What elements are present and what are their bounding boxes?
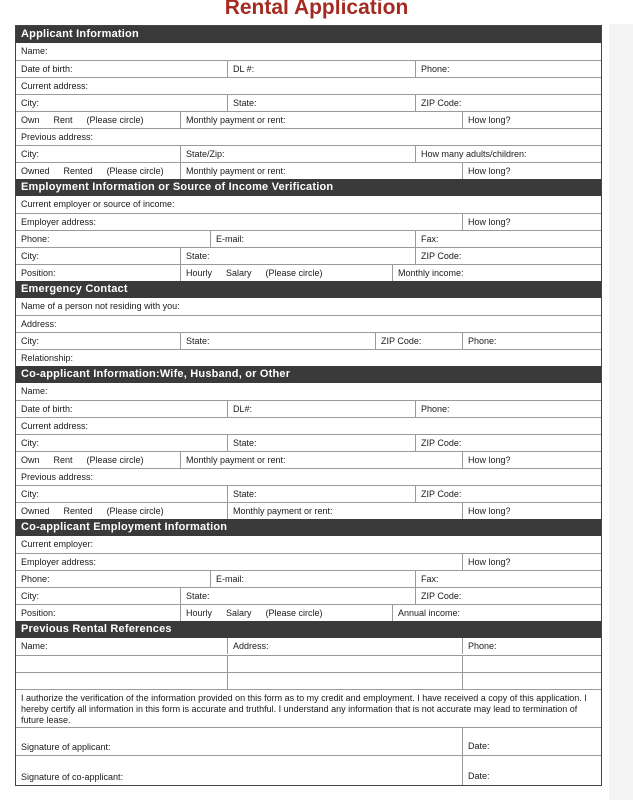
coapplicant-state-field[interactable]: State:: [227, 435, 415, 451]
salary-option[interactable]: Salary: [226, 608, 252, 618]
coapplicant-owned-rented-row: [16, 502, 601, 519]
applicant-dl-field[interactable]: DL #:: [227, 61, 415, 77]
own-option[interactable]: Own: [21, 115, 40, 125]
hourly-option[interactable]: Hourly: [186, 268, 213, 278]
emergency-zip-field[interactable]: ZIP Code:: [375, 333, 462, 349]
emergency-address-field[interactable]: [16, 315, 601, 332]
employer-state-field[interactable]: State:: [180, 248, 415, 264]
co-employer-annual-income-field[interactable]: Annual income:: [392, 605, 603, 621]
rented-option[interactable]: Rented: [63, 166, 93, 176]
emergency-phone-field[interactable]: Phone:: [462, 333, 603, 349]
reference-name-field[interactable]: Name:: [21, 641, 48, 651]
applicant-zip-field[interactable]: ZIP Code:: [415, 95, 603, 111]
co-employer-field[interactable]: [16, 536, 601, 553]
coapplicant-signature-date-field[interactable]: Date:: [462, 755, 603, 785]
page-edge: [609, 0, 633, 800]
applicant-prev-city-row: [16, 145, 601, 162]
employer-address-field[interactable]: Employer address:: [21, 217, 97, 227]
coapplicant-own-rent-choice[interactable]: [16, 452, 180, 468]
reference-row-blank: [16, 672, 601, 689]
applicant-own-rent-choice[interactable]: [16, 112, 180, 128]
section-header-coapplicant: Co-applicant Information:Wife, Husband, or Other: [16, 366, 601, 383]
coapplicant-name-field[interactable]: [16, 383, 601, 400]
employer-source-field[interactable]: [16, 196, 601, 213]
applicant-city-field[interactable]: City:: [21, 98, 39, 108]
emergency-relationship-field[interactable]: [16, 349, 601, 366]
applicant-previous-address-field[interactable]: [16, 128, 601, 145]
co-employer-state-field[interactable]: State:: [180, 588, 415, 604]
employer-email-field[interactable]: E-mail:: [210, 231, 415, 247]
coapplicant-monthly-field[interactable]: Monthly payment or rent:: [180, 452, 462, 468]
coapplicant-previous-address-field[interactable]: [16, 468, 601, 485]
applicant-monthly-field[interactable]: Monthly payment or rent:: [180, 112, 462, 128]
please-circle-note: (Please circle): [106, 506, 164, 516]
applicant-dob-field[interactable]: Date of birth:: [21, 64, 73, 74]
applicant-current-address-label: Current address:: [21, 81, 89, 91]
applicant-name-label: Name:: [21, 46, 48, 56]
employer-position-row: [16, 264, 601, 281]
employer-city-row: [16, 247, 601, 264]
co-employer-phone-field[interactable]: Phone:: [21, 574, 50, 584]
co-employer-address-field[interactable]: Employer address:: [21, 557, 97, 567]
reference-phone-blank[interactable]: [462, 673, 603, 689]
coapplicant-dl-field[interactable]: DL#:: [227, 401, 415, 417]
employer-position-field[interactable]: Position:: [21, 268, 56, 278]
reference-address-blank[interactable]: [227, 656, 462, 672]
coapplicant-phone-field[interactable]: Phone:: [415, 401, 603, 417]
title-band: [0, 0, 633, 24]
co-employer-contact-row: [16, 570, 601, 587]
emergency-address-label: Address:: [21, 319, 57, 329]
please-circle-note: (Please circle): [265, 268, 323, 278]
coapplicant-prev-monthly-field[interactable]: Monthly payment or rent:: [227, 503, 462, 519]
applicant-state-zip-field[interactable]: State/Zip:: [180, 146, 415, 162]
section-header-employment: Employment Information or Source of Income Verification: [16, 179, 601, 196]
applicant-current-address-field[interactable]: [16, 77, 601, 94]
coapplicant-current-address-label: Current address:: [21, 421, 89, 431]
coapplicant-zip-field[interactable]: ZIP Code:: [415, 435, 603, 451]
reference-address-field[interactable]: Address:: [227, 638, 462, 654]
coapplicant-owned-rented-choice[interactable]: [16, 503, 227, 519]
co-employer-how-long-field[interactable]: How long?: [462, 554, 603, 570]
employer-how-long-field[interactable]: How long?: [462, 214, 603, 230]
please-circle-note: (Please circle): [86, 115, 144, 125]
employer-zip-field[interactable]: ZIP Code:: [415, 248, 603, 264]
coapplicant-prev-zip-field[interactable]: ZIP Code:: [415, 486, 603, 502]
owned-option[interactable]: Owned: [21, 506, 50, 516]
applicant-owned-rented-choice[interactable]: [16, 163, 180, 179]
co-employer-fax-field[interactable]: Fax:: [415, 571, 603, 587]
coapplicant-signature-field[interactable]: Signature of co-applicant:: [21, 772, 124, 782]
emergency-city-field[interactable]: City:: [21, 336, 39, 346]
coapplicant-city-row: [16, 434, 601, 451]
coapplicant-name-label: Name:: [21, 386, 48, 396]
section-header-applicant: Applicant Information: [16, 26, 601, 43]
reference-address-blank[interactable]: [227, 673, 462, 689]
reference-name-blank[interactable]: [16, 656, 227, 672]
applicant-signature-date-field[interactable]: Date:: [462, 727, 603, 755]
co-employer-city-field[interactable]: City:: [21, 591, 39, 601]
employer-city-field[interactable]: City:: [21, 251, 39, 261]
applicant-prev-monthly-field[interactable]: Monthly payment or rent:: [180, 163, 462, 179]
applicant-how-long-field[interactable]: How long?: [462, 112, 603, 128]
please-circle-note: (Please circle): [86, 455, 144, 465]
reference-header-row: [16, 638, 601, 655]
please-circle-note: (Please circle): [265, 608, 323, 618]
co-employer-pay-type-choice[interactable]: [180, 605, 392, 621]
coapplicant-prev-city-row: [16, 485, 601, 502]
co-employer-position-field[interactable]: Position:: [21, 608, 56, 618]
employer-phone-field[interactable]: Phone:: [21, 234, 50, 244]
applicant-state-field[interactable]: State:: [227, 95, 415, 111]
emergency-name-label: Name of a person not residing with you:: [21, 301, 180, 311]
reference-phone-blank[interactable]: [462, 656, 603, 672]
coapplicant-city-field[interactable]: City:: [21, 438, 39, 448]
co-employer-address-row: [16, 553, 601, 570]
co-employer-city-row: [16, 587, 601, 604]
rent-option[interactable]: Rent: [53, 455, 73, 465]
rented-option[interactable]: Rented: [63, 506, 93, 516]
co-employer-label: Current employer:: [21, 539, 94, 549]
applicant-prev-how-long-field[interactable]: How long?: [462, 163, 603, 179]
salary-option[interactable]: Salary: [226, 268, 252, 278]
coapplicant-own-rent-row: [16, 451, 601, 468]
coapplicant-how-long-field[interactable]: How long?: [462, 452, 603, 468]
reference-name-blank[interactable]: [16, 673, 227, 689]
emergency-state-field[interactable]: State:: [180, 333, 375, 349]
applicant-dob-row: [16, 60, 601, 77]
authorization-statement: I authorize the verification of the information provided on this form as to my credit and employment. I have received a copy of this application. I hereby certify all information in this form is accurate and truthful. I understand any information that is not accurate may lead to termination of future lease.: [16, 689, 601, 727]
applicant-signature-row: [16, 727, 601, 755]
applicant-owned-rented-row: [16, 162, 601, 179]
emergency-city-row: [16, 332, 601, 349]
section-header-co-employment: Co-applicant Employment Information: [16, 519, 601, 536]
applicant-own-rent-row: [16, 111, 601, 128]
emergency-relationship-label: Relationship:: [21, 353, 74, 363]
applicant-name-field[interactable]: [16, 43, 601, 60]
section-header-references: Previous Rental References: [16, 621, 601, 638]
owned-option[interactable]: Owned: [21, 166, 50, 176]
employer-pay-type-choice[interactable]: [180, 265, 392, 281]
applicant-city-row: [16, 94, 601, 111]
reference-phone-field[interactable]: Phone:: [462, 638, 603, 654]
reference-row-blank: [16, 655, 601, 672]
emergency-name-field[interactable]: [16, 298, 601, 315]
applicant-signature-field[interactable]: Signature of applicant:: [21, 742, 111, 752]
employer-source-label: Current employer or source of income:: [21, 199, 175, 209]
employer-fax-field[interactable]: Fax:: [415, 231, 603, 247]
employer-monthly-income-field[interactable]: Monthly income:: [392, 265, 603, 281]
coapplicant-dob-row: [16, 400, 601, 417]
coapplicant-dob-field[interactable]: Date of birth:: [21, 404, 73, 414]
employer-address-row: [16, 213, 601, 230]
applicant-previous-address-label: Previous address:: [21, 132, 94, 142]
applicant-prev-city-field[interactable]: City:: [21, 149, 39, 159]
coapplicant-prev-how-long-field[interactable]: How long?: [462, 503, 603, 519]
co-employer-email-field[interactable]: E-mail:: [210, 571, 415, 587]
coapplicant-previous-address-label: Previous address:: [21, 472, 94, 482]
coapplicant-signature-row: [16, 755, 601, 785]
coapplicant-prev-state-field[interactable]: State:: [227, 486, 415, 502]
please-circle-note: (Please circle): [106, 166, 164, 176]
applicant-adults-children-field[interactable]: How many adults/children:: [415, 146, 603, 162]
co-employer-zip-field[interactable]: ZIP Code:: [415, 588, 603, 604]
co-employer-position-row: [16, 604, 601, 621]
coapplicant-current-address-field[interactable]: [16, 417, 601, 434]
own-option[interactable]: Own: [21, 455, 40, 465]
coapplicant-prev-city-field[interactable]: City:: [21, 489, 39, 499]
application-form: [15, 25, 602, 786]
employer-contact-row: [16, 230, 601, 247]
hourly-option[interactable]: Hourly: [186, 608, 213, 618]
applicant-phone-field[interactable]: Phone:: [415, 61, 603, 77]
rent-option[interactable]: Rent: [53, 115, 73, 125]
section-header-emergency: Emergency Contact: [16, 281, 601, 298]
page-title: Rental Application: [224, 0, 409, 19]
